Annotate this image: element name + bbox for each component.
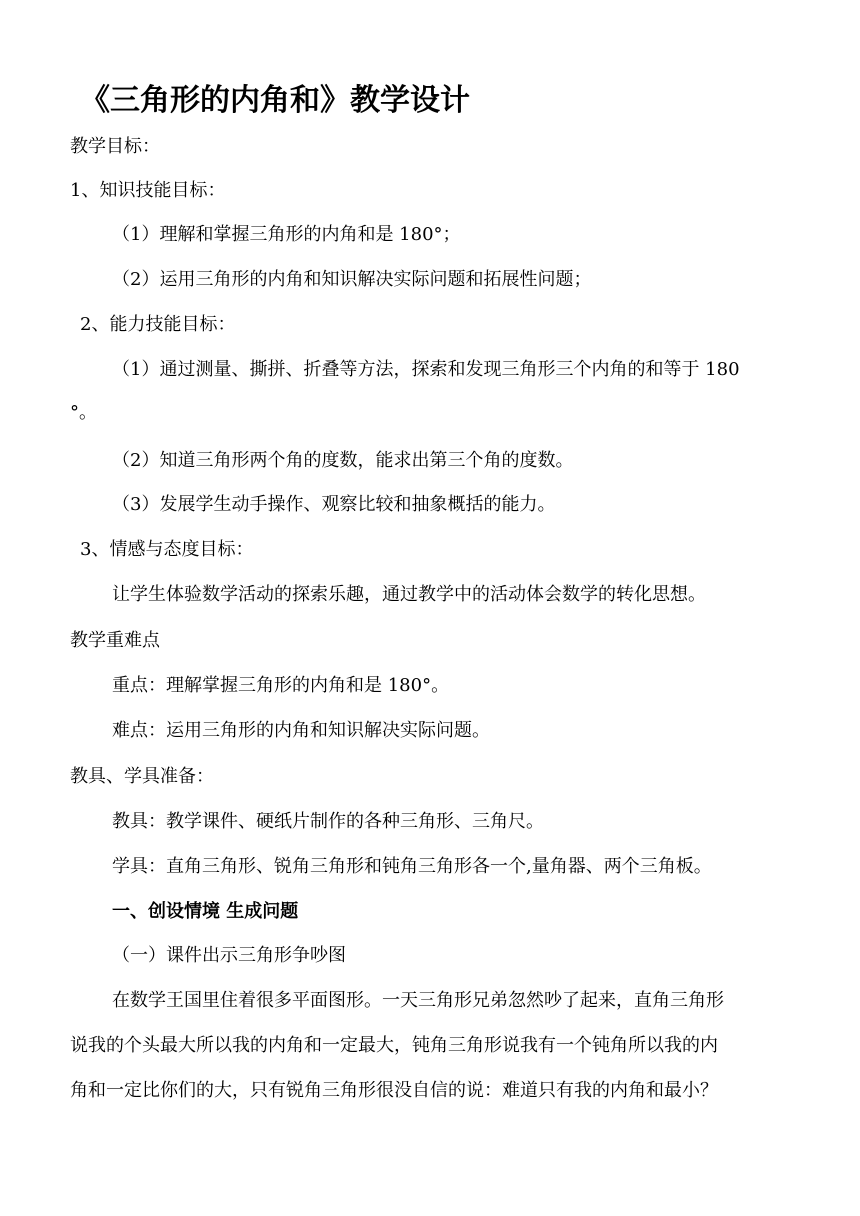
body-paragraph-line: 在数学王国里住着很多平面图形。一天三角形兄弟忽然吵了起来，直角三角形 (112, 990, 724, 1011)
heading-teaching-objectives: 教学目标： (70, 136, 160, 157)
objective-item-continuation: °。 (70, 402, 97, 423)
objective-item: （2）知道三角形两个角的度数，能求出第三个角的度数。 (112, 450, 574, 471)
heading-attitude-objectives: 3、情感与态度目标： (80, 539, 254, 560)
document-title: 《三角形的内角和》教学设计 (80, 83, 470, 118)
section-heading: 一、创设情境 生成问题 (112, 901, 299, 922)
materials-item: 教具：教学课件、硬纸片制作的各种三角形、三角尺。 (112, 811, 544, 832)
key-point-item: 重点：理解掌握三角形的内角和是 180°。 (112, 675, 450, 696)
body-paragraph-line: 角和一定比你们的大，只有锐角三角形很没自信的说：难道只有我的内角和最小？ (70, 1080, 718, 1101)
objective-item: （1）通过测量、撕拼、折叠等方法，探索和发现三角形三个内角的和等于 180 (112, 359, 740, 380)
heading-knowledge-skill-objectives: 1、知识技能目标： (70, 180, 226, 201)
heading-ability-objectives: 2、能力技能目标： (80, 314, 236, 335)
objective-item: 让学生体验数学活动的探索乐趣，通过教学中的活动体会数学的转化思想。 (112, 584, 706, 605)
objective-item: （2）运用三角形的内角和知识解决实际问题和拓展性问题； (112, 269, 592, 290)
materials-item: 学具：直角三角形、锐角三角形和钝角三角形各一个,量角器、两个三角板。 (112, 856, 712, 877)
objective-item: （3）发展学生动手操作、观察比较和抽象概括的能力。 (112, 494, 556, 515)
objective-item: （1）理解和掌握三角形的内角和是 180°； (112, 224, 461, 245)
heading-materials: 教具、学具准备： (70, 766, 214, 787)
subsection-heading: （一）课件出示三角形争吵图 (112, 945, 346, 966)
heading-key-points: 教学重难点 (70, 630, 160, 651)
body-paragraph-line: 说我的个头最大所以我的内角和一定最大，钝角三角形说我有一个钝角所以我的内 (70, 1035, 718, 1056)
difficult-point-item: 难点：运用三角形的内角和知识解决实际问题。 (112, 720, 490, 741)
